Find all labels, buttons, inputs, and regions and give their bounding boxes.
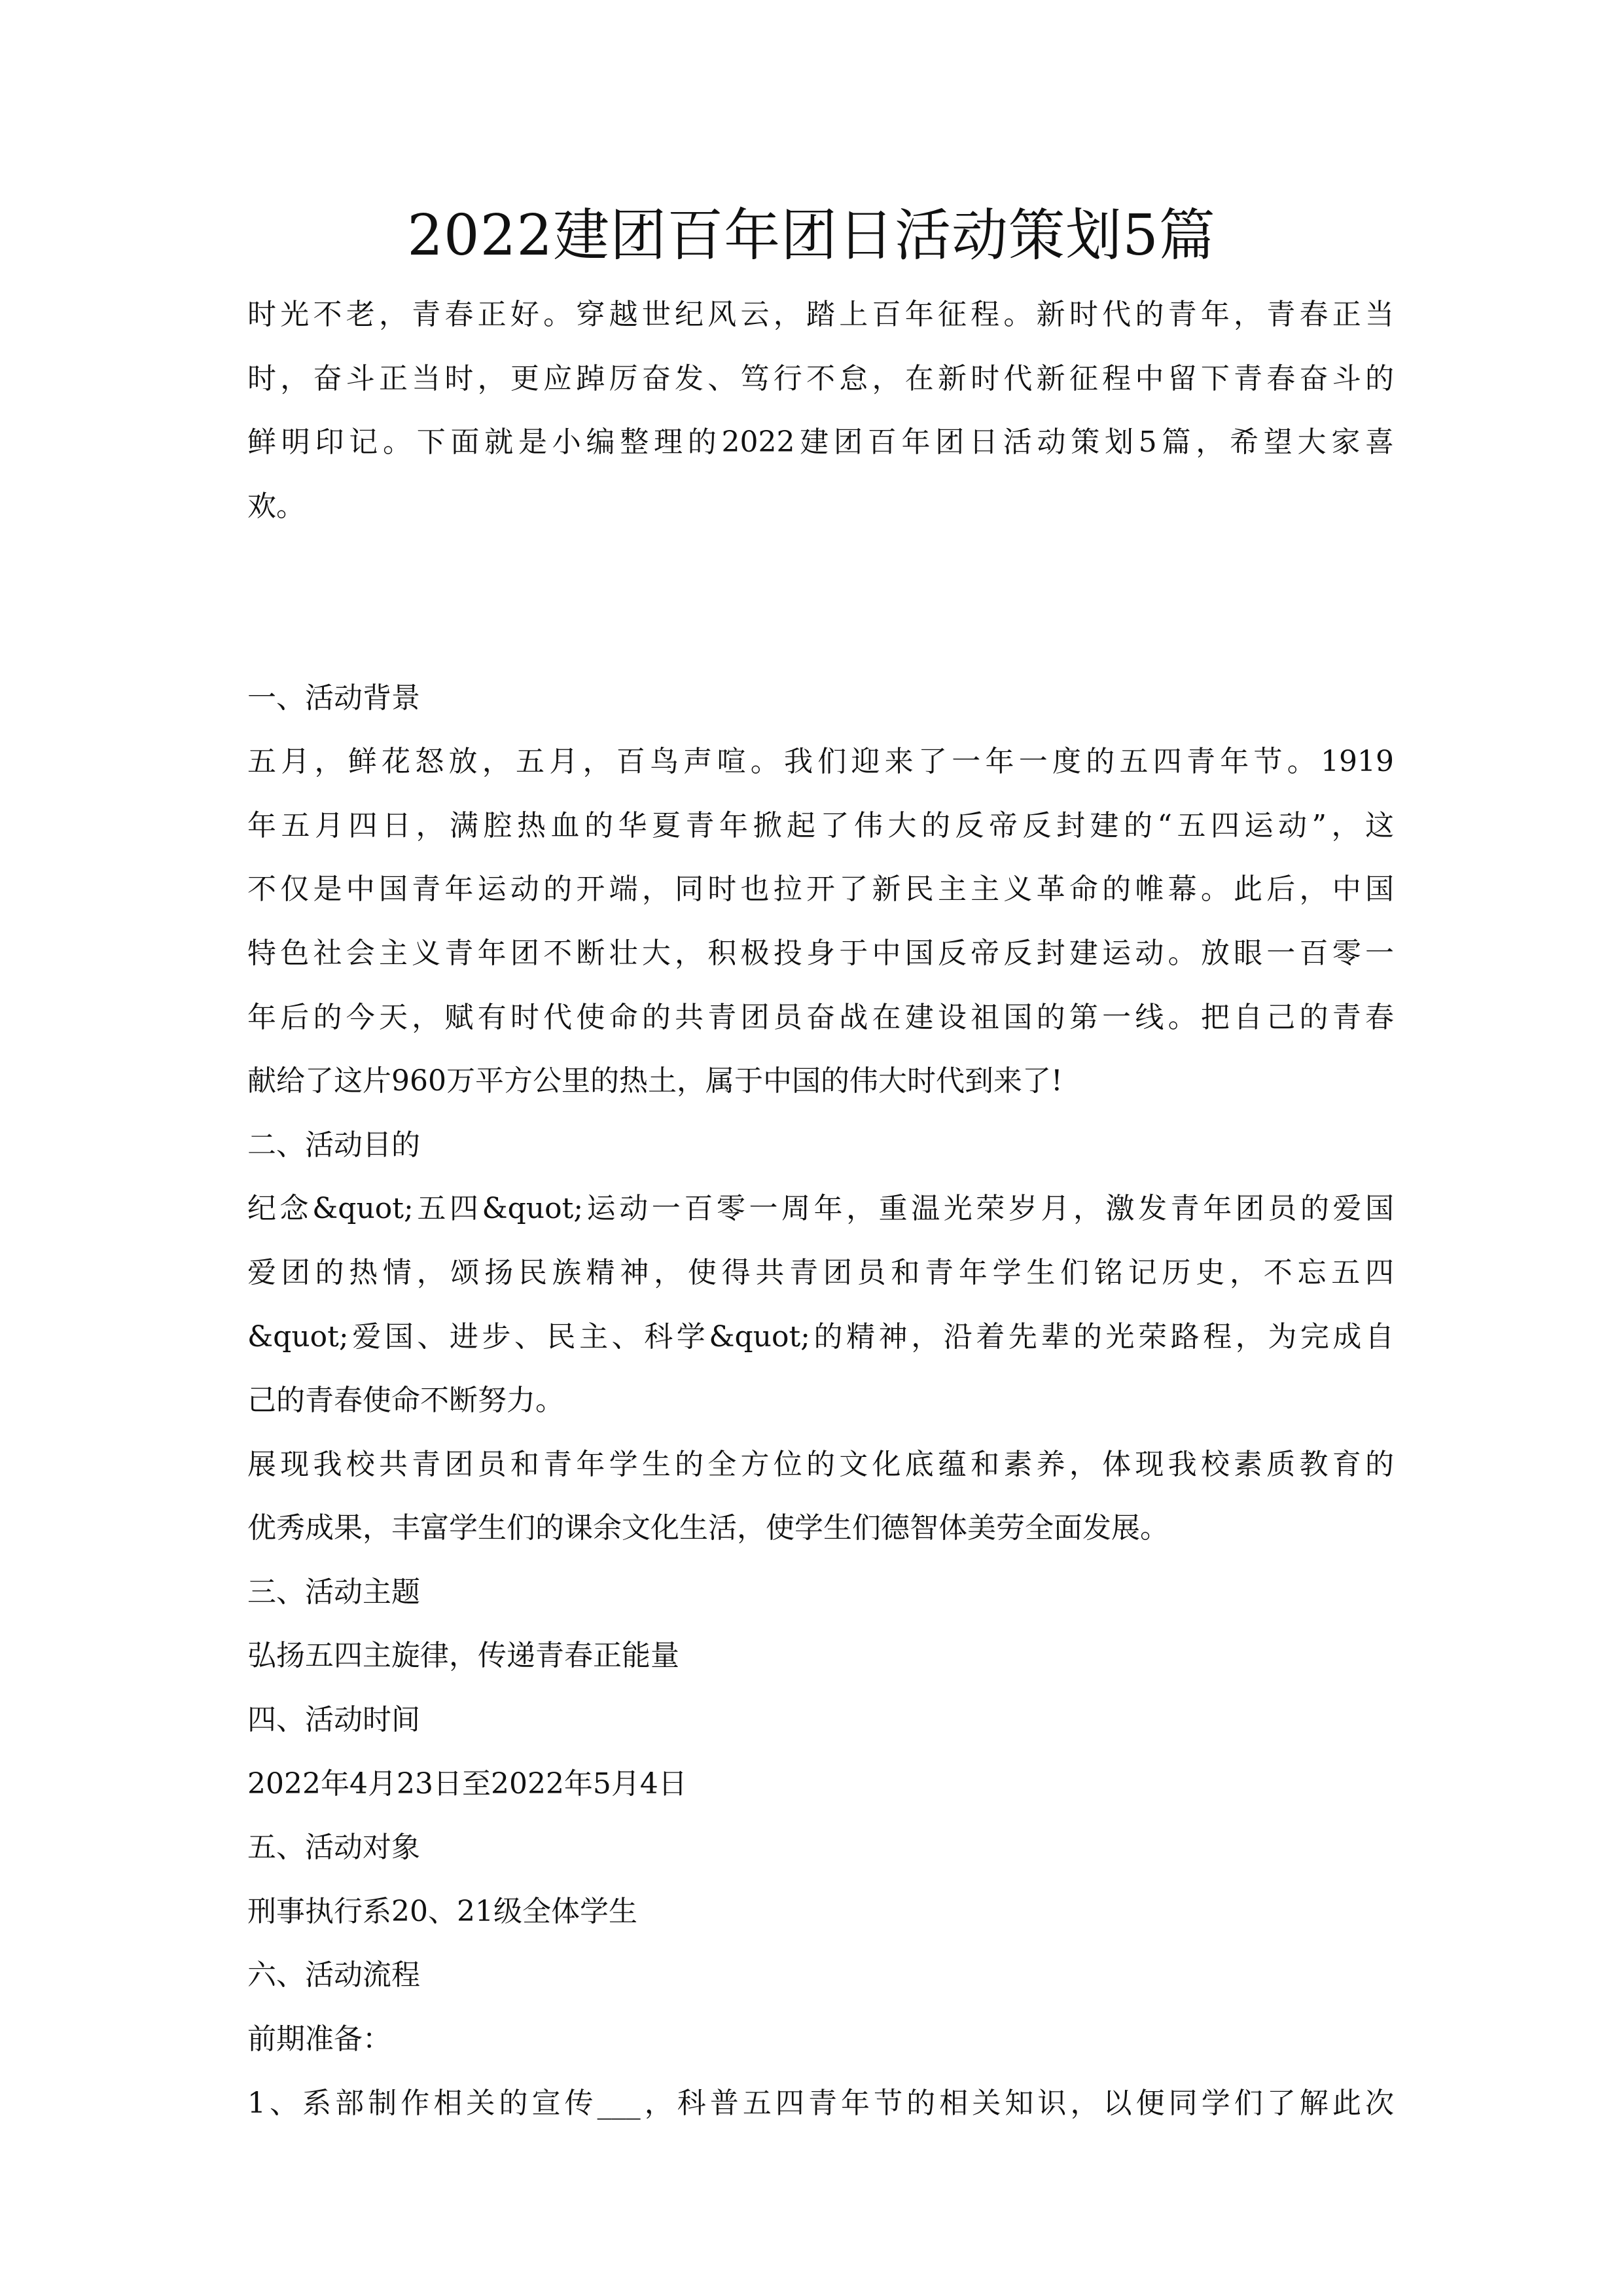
text-line: 五月，鲜花怒放，五月，百鸟声喧。我们迎来了一年一度的五四青年节。1919 [247,745,1394,779]
text-line: 欢。 [247,489,305,523]
text-line: 展现我校共青团员和青年学生的全方位的文化底蕴和素养，体现我校素质教育的 [247,1447,1394,1481]
document-body [247,283,1394,2135]
text-line: 前期准备： [247,2022,391,2056]
document-title: 2022建团百年团日活动策划5篇 [407,203,1216,268]
text-line: 爱团的热情，颂扬民族精神，使得共青团员和青年学生们铭记历史，不忘五四 [247,1255,1394,1289]
text-line: 鲜明印记。下面就是小编整理的2022建团百年团日活动策划5篇，希望大家喜 [247,425,1394,459]
text-line: 一、活动背景 [247,681,420,715]
text-line: 四、活动时间 [247,1703,420,1737]
text-line: 刑事执行系20、21级全体学生 [247,1894,637,1928]
blank-line [247,538,1394,602]
text-line: 六、活动流程 [247,1958,420,1992]
text-line: 1、系部制作相关的宣传___，科普五四青年节的相关知识，以便同学们了解此次 [247,2086,1394,2120]
text-line: 弘扬五四主旋律，传递青春正能量 [247,1639,679,1673]
text-line: 优秀成果，丰富学生们的课余文化生活，使学生们德智体美劳全面发展。 [247,1511,1169,1545]
text-line: 三、活动主题 [247,1575,420,1609]
text-line: 纪念&quot;五四&quot;运动一百零一周年，重温光荣岁月，激发青年团员的爱国 [247,1192,1394,1226]
text-line: 己的青春使命不断努力。 [247,1384,564,1418]
text-line: 年后的今天，赋有时代使命的共青团员奋战在建设祖国的第一线。把自己的青春 [247,1000,1394,1034]
text-line: 年五月四日，满腔热血的华夏青年掀起了伟大的反帝反封建的“五四运动”，这 [247,808,1394,842]
text-line: 时，奋斗正当时，更应踔厉奋发、笃行不怠，在新时代新征程中留下青春奋斗的 [247,361,1394,395]
text-line: 五、活动对象 [247,1831,420,1865]
blank-line [247,602,1394,666]
text-line: 二、活动目的 [247,1128,420,1162]
text-line: 时光不老，青春正好。穿越世纪风云，踏上百年征程。新时代的青年，青春正当 [247,298,1394,331]
text-line: 2022年4月23日至2022年5月4日 [247,1767,687,1801]
text-line: 献给了这片960万平方公里的热土，属于中国的伟大时代到来了! [247,1064,1063,1098]
text-line: 特色社会主义青年团不断壮大，积极投身于中国反帝反封建运动。放眼一百零一 [247,936,1394,970]
text-line: 不仅是中国青年运动的开端，同时也拉开了新民主主义革命的帷幕。此后，中国 [247,872,1394,906]
text-line: &quot;爱国、进步、民主、科学&quot;的精神，沿着先辈的光荣路程，为完成自 [247,1319,1394,1354]
